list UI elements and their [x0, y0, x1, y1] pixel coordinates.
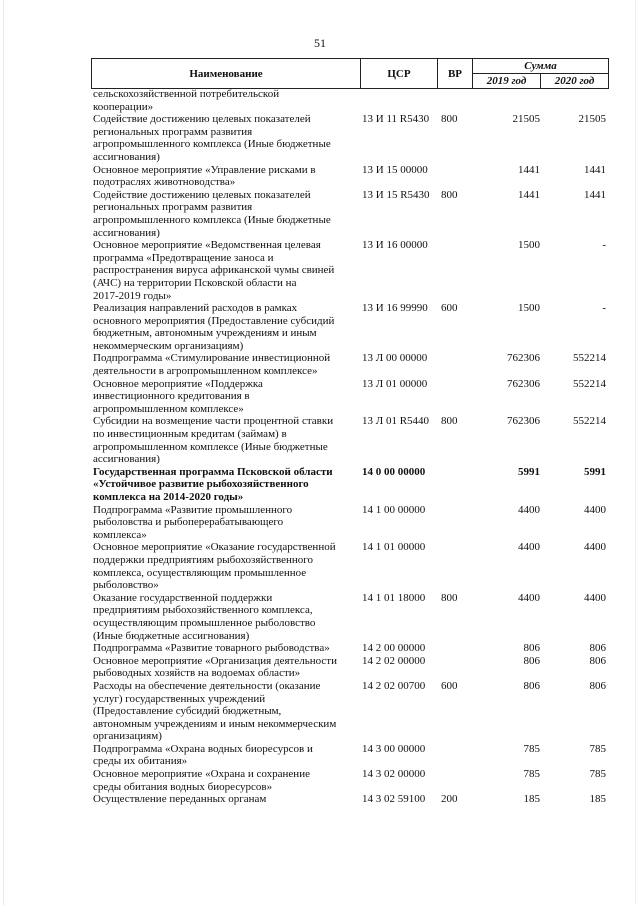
table-row — [91, 642, 609, 655]
row-name: Основное мероприятие «Оказание государственной поддержки предприятиям рыбохозяйственного комплекса, осуществляющим промышленное рыболовство» — [93, 541, 336, 592]
row-sum-2020: 785 — [589, 742, 606, 755]
table-row — [91, 504, 609, 542]
row-csr: 13 Л 00 00000 — [362, 352, 428, 365]
row-sum-2019: 762306 — [507, 415, 540, 428]
row-sum-2020: 4400 — [584, 591, 606, 604]
table-row — [91, 239, 609, 302]
row-csr: 14 0 00 00000 — [362, 465, 426, 478]
row-sum-2019: 5991 — [518, 465, 540, 478]
row-sum-2019: 806 — [523, 654, 540, 667]
row-name: Осуществление переданных органам — [93, 793, 267, 806]
row-sum-2019: 4400 — [518, 503, 540, 516]
table-row — [91, 352, 609, 377]
scan-edge-left — [3, 0, 4, 905]
row-name: Подпрограмма «Охрана водных биоресурсов и среды их обитания» — [93, 742, 313, 768]
row-name: Подпрограмма «Стимулирование инвестиционной деятельности в агропромышленном комплексе» — [93, 352, 331, 378]
row-sum-2020: 552214 — [573, 415, 606, 428]
table-header — [91, 58, 609, 89]
row-vr: 600 — [441, 302, 458, 315]
row-sum-2019: 1500 — [518, 302, 540, 315]
header-name: Наименование — [92, 59, 361, 88]
page-number: 51 — [314, 36, 326, 50]
table-row — [91, 793, 609, 806]
table-row — [91, 113, 609, 163]
row-sum-2020: 185 — [589, 793, 606, 806]
row-sum-2020: 5991 — [584, 465, 606, 478]
header-year-2020: 2020 год — [554, 75, 595, 87]
scan-edge-right — [635, 0, 636, 905]
row-sum-2020: 1441 — [584, 163, 606, 176]
row-csr: 13 И 16 99990 — [362, 302, 428, 315]
row-csr: 14 3 02 59100 — [362, 793, 426, 806]
header-csr: ЦСР — [361, 59, 438, 88]
row-sum-2020: 785 — [589, 768, 606, 781]
row-csr: 14 1 00 00000 — [362, 503, 426, 516]
row-name: Основное мероприятие «Поддержка инвестиционного кредитования в агропромышленном комплексе» — [93, 377, 263, 415]
row-name: Расходы на обеспечение деятельности (оказание услуг) государственных учреждений (Предоставление субсидий бюджетным, автономным учреждениям и иным некоммерческим организациям) — [93, 679, 337, 743]
row-name: Реализация направлений расходов в рамках основного мероприятия (Предоставление субсидий бюджетным, автономным учреждениям и иным некоммерческим организациям) — [93, 302, 335, 352]
row-sum-2020: 552214 — [573, 352, 606, 365]
row-sum-2019: 4400 — [518, 591, 540, 604]
table-row — [91, 164, 609, 189]
row-csr: 13 И 15 00000 — [362, 163, 428, 176]
row-csr: 14 3 00 00000 — [362, 742, 426, 755]
table-row — [91, 88, 609, 113]
row-name: Основное мероприятие «Охрана и сохранение среды обитания водных биоресурсов» — [93, 768, 310, 793]
row-sum-2019: 1441 — [518, 188, 540, 201]
row-vr: 800 — [441, 591, 458, 604]
row-sum-2019: 4400 — [518, 541, 540, 554]
row-sum-2020: 552214 — [573, 377, 606, 390]
table-row — [91, 466, 609, 504]
table-row — [91, 378, 609, 416]
table-row — [91, 743, 609, 768]
row-csr: 13 И 16 00000 — [362, 239, 428, 252]
row-vr: 600 — [441, 679, 458, 692]
row-name: Субсидии на возмещение части процентной ставки по инвестиционным кредитам (займам) в агропромышленном комплексе (Иные бюджетные ассигнования) — [93, 415, 334, 466]
row-sum-2020: - — [602, 302, 606, 315]
row-csr: 14 2 02 00000 — [362, 654, 426, 667]
row-csr: 13 И 11 R5430 — [362, 113, 430, 126]
row-csr: 14 1 01 18000 — [362, 591, 426, 604]
header-vr: ВР — [438, 59, 473, 88]
row-sum-2020: 4400 — [584, 541, 606, 554]
row-vr: 800 — [441, 188, 458, 201]
header-year-2019: 2019 год — [473, 74, 541, 88]
table-row — [91, 655, 609, 680]
row-csr: 14 3 02 00000 — [362, 768, 426, 781]
budget-table-body — [91, 88, 609, 806]
row-sum-2019: 762306 — [507, 352, 540, 365]
table-row — [91, 768, 609, 793]
row-sum-2019: 806 — [523, 679, 540, 692]
row-csr: 13 И 15 R5430 — [362, 188, 430, 201]
row-name: Основное мероприятие «Организация деятельности рыбоводных хозяйств на водоемах области» — [93, 654, 337, 680]
row-sum-2019: 1441 — [518, 163, 540, 176]
row-sum-2019: 21505 — [512, 113, 540, 126]
row-name: Подпрограмма «Развитие промышленного рыболовства и рыбоперерабатывающего комплекса» — [93, 503, 293, 541]
table-row — [91, 415, 609, 465]
table-row — [91, 592, 609, 642]
row-csr: 13 Л 01 R5440 — [362, 415, 430, 428]
table-row — [91, 302, 609, 352]
row-name: Содействие достижению целевых показателей региональных программ развития агропромышленного комплекса (Иные бюджетные ассигнования) — [93, 113, 331, 163]
row-sum-2020: 806 — [589, 642, 606, 655]
row-csr: 14 2 00 00000 — [362, 642, 426, 655]
row-name: сельскохозяйственной потребительской кооперации» — [93, 88, 280, 113]
row-name: Основное мероприятие «Управление рисками в подотраслях животноводства» — [93, 163, 316, 189]
row-vr: 800 — [441, 415, 458, 428]
table-row — [91, 541, 609, 591]
row-sum-2020: 4400 — [584, 503, 606, 516]
row-sum-2019: 762306 — [507, 377, 540, 390]
row-vr: 800 — [441, 113, 458, 126]
row-sum-2019: 785 — [523, 768, 540, 781]
row-sum-2019: 806 — [523, 642, 540, 655]
header-sum: Сумма — [473, 59, 608, 74]
row-sum-2019: 785 — [523, 742, 540, 755]
row-name: Государственная программа Псковской области «Устойчивое развитие рыбохозяйственного комплекса на 2014-2020 годы» — [93, 465, 333, 503]
row-sum-2020: 21505 — [578, 113, 606, 126]
row-name: Оказание государственной поддержки предприятиям рыбохозяйственного комплекса, осуществляющим промышленное рыболовство (Иные бюджетные ассигнования) — [93, 591, 316, 642]
row-name: Содействие достижению целевых показателей региональных программ развития агропромышленного комплекса (Иные бюджетные ассигнования) — [93, 188, 331, 239]
row-sum-2019: 185 — [523, 793, 540, 806]
row-csr: 14 1 01 00000 — [362, 541, 426, 554]
row-csr: 14 2 02 00700 — [362, 679, 426, 692]
row-sum-2020: - — [602, 239, 606, 252]
row-sum-2020: 1441 — [584, 188, 606, 201]
row-name: Подпрограмма «Развитие товарного рыбоводства» — [93, 642, 330, 655]
row-name: Основное мероприятие «Ведомственная целевая программа «Предотвращение заноса и распространения вируса африканской чумы свиней (АЧС) на территории Псковской области на 2017-2019 годы» — [93, 239, 335, 302]
row-sum-2020: 806 — [589, 679, 606, 692]
row-csr: 13 Л 01 00000 — [362, 377, 428, 390]
row-sum-2019: 1500 — [518, 239, 540, 252]
table-row — [91, 189, 609, 239]
row-sum-2020: 806 — [589, 654, 606, 667]
row-vr: 200 — [441, 793, 458, 806]
table-row — [91, 680, 609, 743]
